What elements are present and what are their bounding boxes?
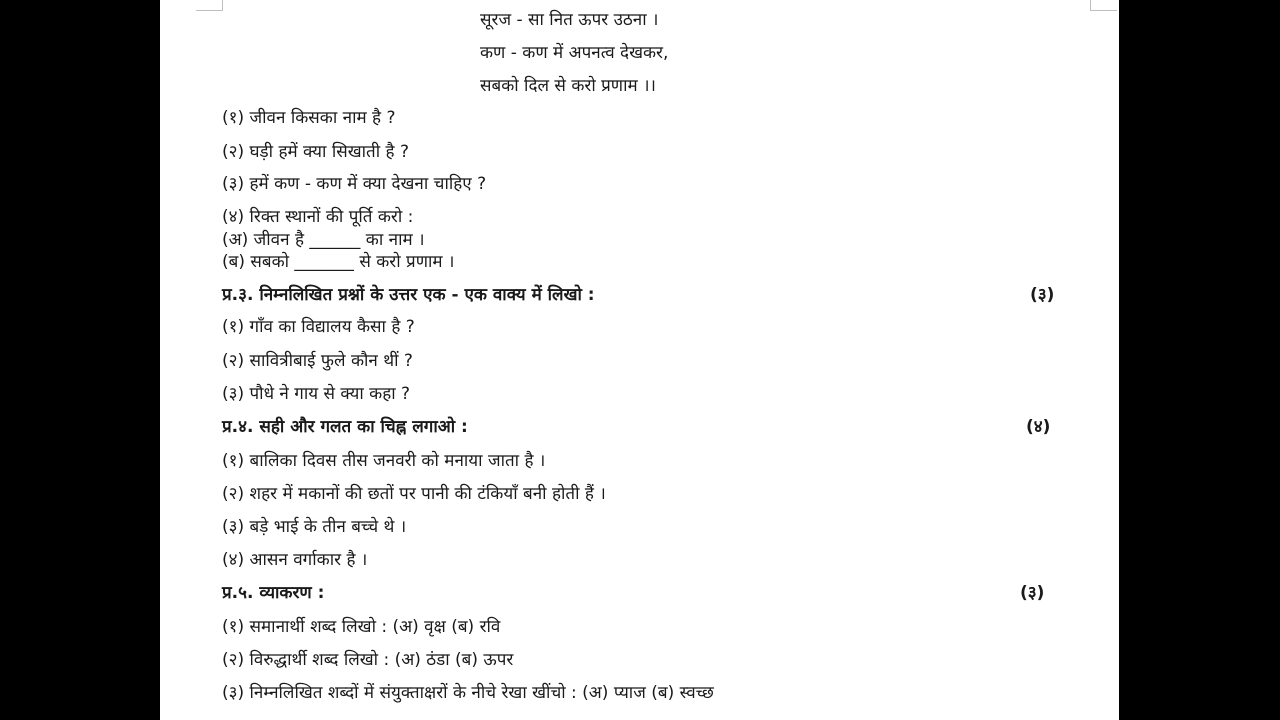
section-heading-q4: प्र.४. सही और गलत का चिह्न लगाओ : (222, 417, 468, 437)
question-item: (२) विरुद्धार्थी शब्द लिखो : (अ) ठंडा (ब) ऊपर (222, 650, 514, 670)
fill-blank-item: (अ) जीवन है ______ का नाम । (222, 230, 425, 250)
section-heading-q5: प्र.५. व्याकरण : (222, 583, 325, 603)
question-item: (१) समानार्थी शब्द लिखो : (अ) वृक्ष (ब) रवि (222, 617, 501, 637)
page-corner-mark-right (1090, 0, 1117, 11)
question-item: (३) बड़े भाई के तीन बच्चे थे । (222, 517, 407, 537)
question-item: (२) शहर में मकानों की छतों पर पानी की टंकियाँ बनी होती हैं । (222, 484, 606, 504)
question-item: (२) घड़ी हमें क्या सिखाती है ? (222, 142, 409, 162)
section-marks-q5: (३) (1020, 583, 1045, 603)
question-item: (३) पौधे ने गाय से क्या कहा ? (222, 384, 411, 404)
question-item: (३) निम्नलिखित शब्दों में संयुक्ताक्षरों के नीचे रेखा खींचो : (अ) प्याज (ब) स्वच्छ (222, 683, 714, 703)
poem-line: सबको दिल से करो प्रणाम ।। (480, 76, 656, 96)
question-item: (४) आसन वर्गाकार है । (222, 550, 368, 570)
poem-line: कण - कण में अपनत्व देखकर, (480, 43, 669, 63)
fill-blank-item: (ब) सबको _______ से करो प्रणाम । (222, 252, 455, 272)
section-heading-q3: प्र.३. निम्नलिखित प्रश्नों के उत्तर एक - एक वाक्य में लिखो : (222, 285, 595, 305)
question-item: (२) सावित्रीबाई फुले कौन थीं ? (222, 351, 413, 371)
page-corner-mark-left (196, 0, 223, 11)
section-marks-q3: (३) (1030, 285, 1055, 305)
question-item: (१) गाँव का विद्यालय कैसा है ? (222, 317, 415, 337)
question-item: (३) हमें कण - कण में क्या देखना चाहिए ? (222, 174, 487, 194)
question-item: (१) जीवन किसका नाम है ? (222, 108, 396, 128)
document-page (160, 0, 1119, 720)
question-item: (४) रिक्त स्थानों की पूर्ति करो : (222, 207, 414, 227)
section-marks-q4: (४) (1026, 417, 1051, 437)
poem-line: सूरज - सा नित ऊपर उठना । (480, 10, 659, 30)
question-item: (१) बालिका दिवस तीस जनवरी को मनाया जाता है । (222, 451, 546, 471)
